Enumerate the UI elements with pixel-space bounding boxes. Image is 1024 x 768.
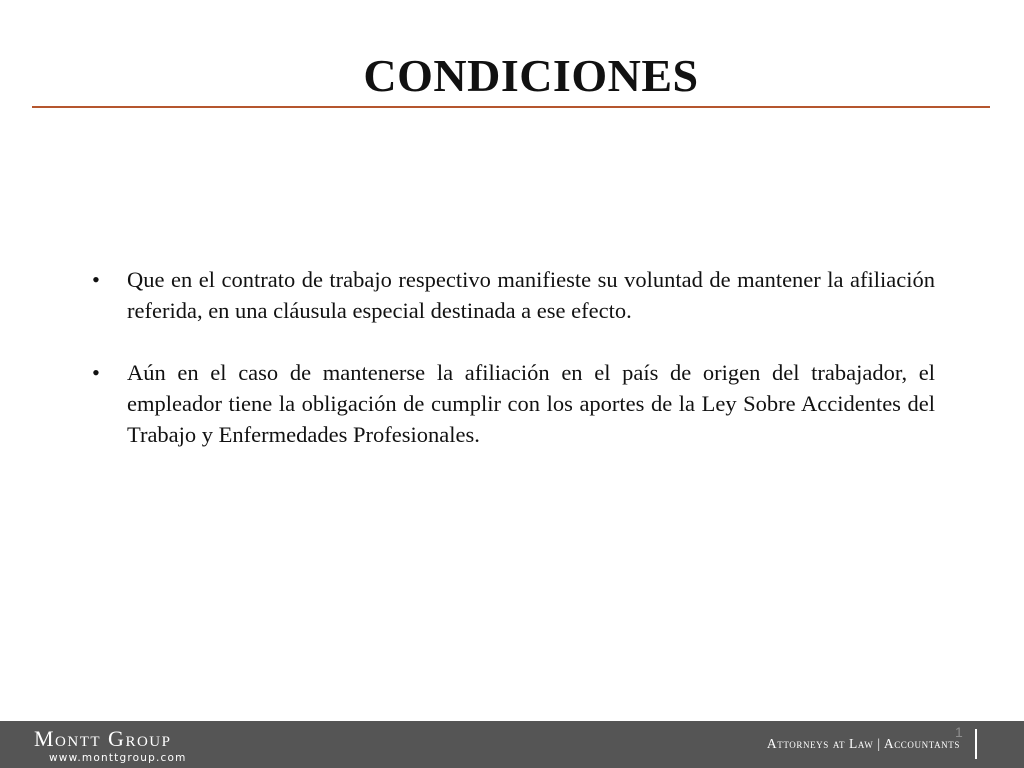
brand-logo: Montt Group [34, 726, 172, 751]
footer-tagline: Attorneys at Law | Accountants [766, 736, 960, 751]
bullet-item [92, 357, 935, 450]
title-divider [32, 106, 990, 108]
footer-bar [0, 721, 1024, 768]
bullet-icon: • [92, 267, 100, 292]
bullet-text: Aún en el caso de mantenerse la afiliación en el país de origen del trabajador, el empleador tiene la obligación de cumplir con los aportes de la Ley Sobre Accidentes del Trabajo y Enfermedades Profesionales. [127, 360, 935, 447]
bullet-text: Que en el contrato de trabajo respectivo manifieste su voluntad de mantener la afiliación referida, en una cláusula especial destinada a ese efecto. [127, 267, 935, 323]
bullet-item [92, 264, 935, 326]
website-url: www.monttgroup.com [49, 752, 187, 764]
bullet-list [92, 264, 935, 481]
footer-divider [975, 729, 977, 759]
bullet-icon: • [92, 360, 100, 385]
page-number: 1 [955, 724, 963, 740]
slide-title: CONDICIONES [363, 50, 699, 101]
